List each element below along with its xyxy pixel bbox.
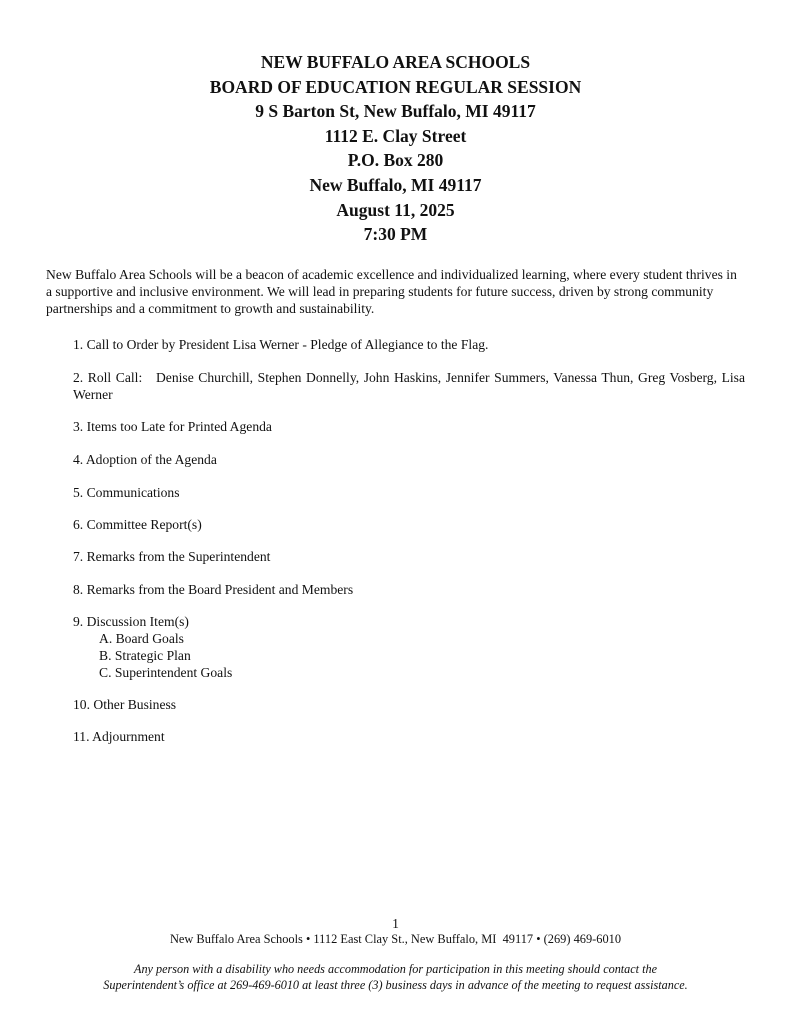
agenda-item-9-title: 9. Discussion Item(s) xyxy=(73,614,189,629)
notice-line-2: Superintendent’s office at 269-469-6010 at least three (3) business days in advance of the meeting to request assistance. xyxy=(103,977,688,992)
agenda-subitem-c: C. Superintendent Goals xyxy=(99,665,233,680)
agenda-item-3: 3. Items too Late for Printed Agenda xyxy=(73,419,272,434)
agenda-item-6: 6. Committee Report(s) xyxy=(73,517,202,532)
office-city: New Buffalo, MI 49117 xyxy=(309,174,482,195)
agenda-item-5: 5. Communications xyxy=(73,485,180,500)
agenda-item-2: 2. Roll Call: Denise Churchill, Stephen Donnelly, John Haskins, Jennifer Summers, Vanessa Thun, Greg Vosberg, Lisa Werner xyxy=(73,370,745,402)
footer-contact: New Buffalo Area Schools • 1112 East Clay St., New Buffalo, MI 49117 • (269) 469-6010 xyxy=(169,932,622,946)
agenda-subitem-a: A. Board Goals xyxy=(99,631,184,646)
agenda-item-8: 8. Remarks from the Board President and Members xyxy=(73,582,354,597)
po-box: P.O. Box 280 xyxy=(347,150,444,171)
accessibility-notice xyxy=(0,962,791,993)
meeting-time: 7:30 PM xyxy=(363,224,428,245)
district-name: NEW BUFFALO AREA SCHOOLS xyxy=(260,52,531,72)
meeting-date: August 11, 2025 xyxy=(336,199,455,220)
office-street: 1112 E. Clay Street xyxy=(324,125,467,146)
agenda-item-1: 1. Call to Order by President Lisa Werner - Pledge of Allegiance to the Flag. xyxy=(73,337,489,352)
mission-statement: New Buffalo Area Schools will be a beacon of academic excellence and individualized learning, where every student thrives in a supportive and inclusive environment. We will lead in preparing students for future success, driven by strong community partnerships and a commitment to growth and sustainability. xyxy=(46,267,737,316)
agenda-item-9 xyxy=(73,613,232,681)
agenda-item-7: 7. Remarks from the Superintendent xyxy=(73,549,271,564)
agenda-subitem-b: B. Strategic Plan xyxy=(99,648,191,663)
notice-line-1: Any person with a disability who needs accommodation for participation in this meeting should contact the xyxy=(134,962,657,976)
meeting-title: BOARD OF EDUCATION REGULAR SESSION xyxy=(209,76,582,97)
agenda-item-11: 11. Adjournment xyxy=(73,729,165,744)
meeting-address: 9 S Barton St, New Buffalo, MI 49117 xyxy=(255,101,536,122)
page-number: 1 xyxy=(392,916,399,931)
document-header xyxy=(0,50,791,247)
agenda-item-4: 4. Adoption of the Agenda xyxy=(73,452,217,467)
agenda-item-10: 10. Other Business xyxy=(73,697,177,712)
